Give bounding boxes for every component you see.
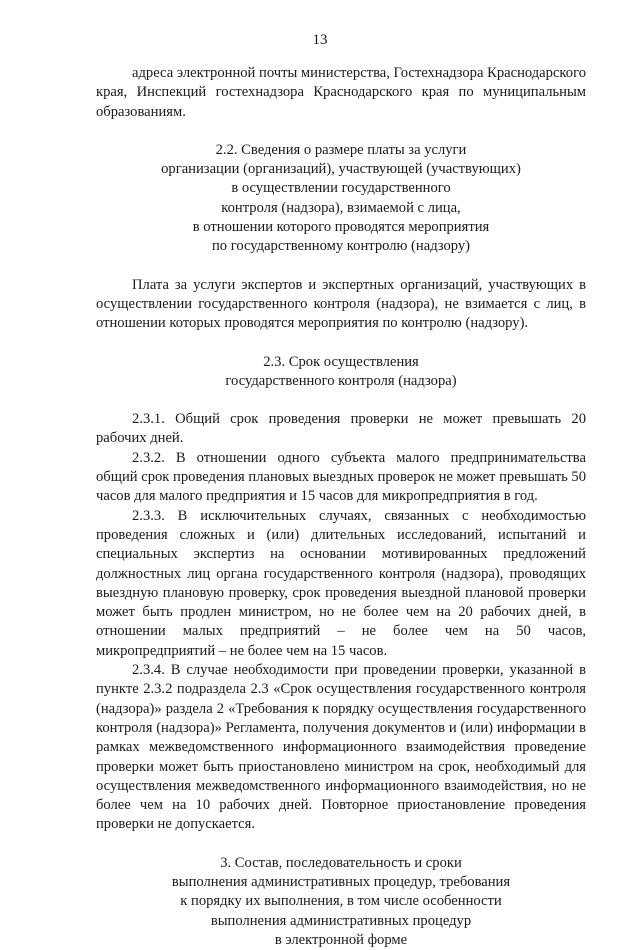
heading-line: государственного контроля (надзора): [225, 372, 457, 389]
paragraph-2-3-1: 2.3.1. Общий срок проведения проверки не может превышать 20 рабочих дней.: [96, 411, 586, 447]
section-3-heading: [96, 854, 586, 950]
heading-line: в осуществлении государственного: [231, 180, 451, 197]
heading-line: к порядку их выполнения, в том числе особенности: [180, 893, 502, 910]
heading-line: в отношении которого проводятся мероприятия: [192, 219, 490, 236]
section-2-3-heading: [96, 353, 586, 392]
heading-line: в электронной форме: [274, 931, 408, 948]
paragraph-2-3-2: 2.3.2. В отношении одного субъекта малого предпринимательства общий срок проведения плановых выездных проверок не может превышать 50 часов для малого предприятия и 15 часов для микропредприятия в год.: [96, 449, 586, 505]
page-number: 13: [312, 32, 328, 48]
heading-line: 2.3. Срок осуществления: [263, 353, 419, 370]
heading-line: выполнения административных процедур: [210, 912, 472, 929]
heading-line: по государственному контролю (надзору): [211, 238, 471, 255]
section-2-2-paragraph: Плата за услуги экспертов и экспертных организаций, участвующих в осуществлении государственного контроля (надзора), не взимается с лиц, в отношении которых проводятся мероприятия по контролю (надзору).: [96, 276, 586, 332]
section-2-2-heading: [96, 141, 586, 257]
heading-line: организации (организаций), участвующей (участвующих): [161, 161, 521, 178]
paragraph-2-3-3: 2.3.3. В исключительных случаях, связанных с необходимостью проведения сложных и (или) длительных исследований, испытаний и специальных экспертиз на основании мотивированных предложений должностных лиц органа государственного контроля (надзора), проводящих выездную плановую проверку, срок проведения выездной плановой проверки может быть продлен министром, но не более чем на 20 рабочих дней, в отношении малых предприятий – не более чем на 50 часов, микропредприятий – не более чем на 15 часов.: [96, 507, 586, 659]
paragraph-2-3-4: 2.3.4. В случае необходимости при проведении проверки, указанной в пункте 2.3.2 подраздела 2.3 «Срок осуществления государственного контроля (надзора)» раздела 2 «Требования к порядку осуществления государственного контроля (надзора)» Регламента, получения документов и (или) информации в рамках межведомственного информационного взаимодействия проведение проверки может быть приостановлено министром на срок, необходимый для осуществления межведомственного информационного взаимодействия, но не более чем на 10 рабочих дней. Повторное приостановление проведения проверки не допускается.: [96, 662, 586, 833]
heading-line: 3. Состав, последовательность и сроки: [220, 854, 462, 871]
heading-line: 2.2. Сведения о размере платы за услуги: [215, 141, 467, 158]
heading-line: выполнения административных процедур, требования: [171, 873, 511, 890]
page-content: [96, 64, 586, 950]
heading-line: контроля (надзора), взимаемой с лица,: [221, 199, 461, 216]
section-2-3-body: [96, 410, 586, 835]
intro-paragraph: адреса электронной почты министерства, Гостехнадзора Краснодарского края, Инспекций гостехнадзора Краснодарского края по муниципальным образованиям.: [96, 65, 586, 120]
